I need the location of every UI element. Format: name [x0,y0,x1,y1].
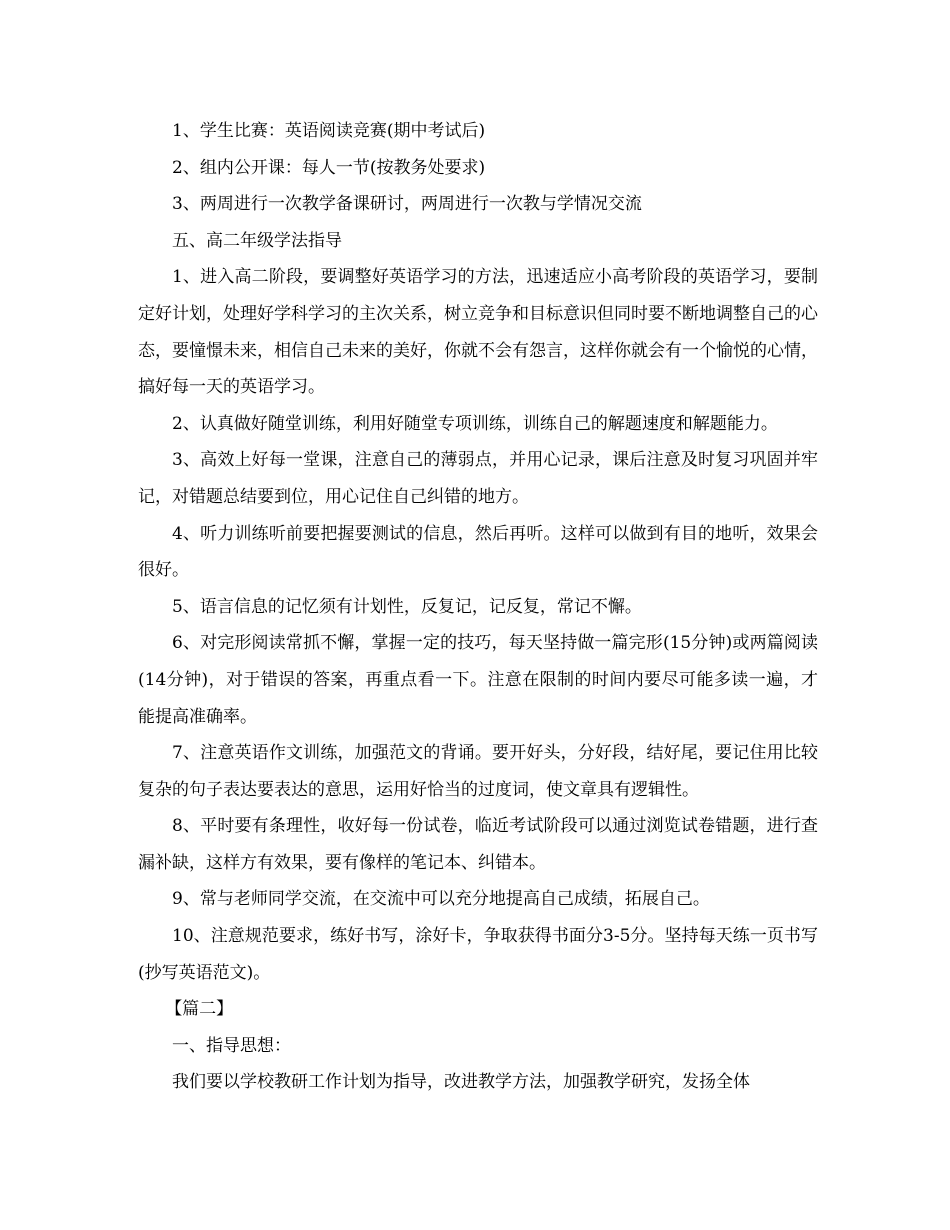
paragraph-method-5: 5、语言信息的记忆须有计划性，反复记，记反复，常记不懈。 [172,596,642,617]
paragraph-biweekly-research: 3、两周进行一次教学备课研讨，两周进行一次教与学情况交流 [172,194,642,215]
subheading-guiding-ideology: 一、指导思想： [172,1035,291,1056]
paragraph-method-6: 6、对完形阅读常抓不懈，掌握一定的技巧，每天坚持做一篇完形(15分钟)或两篇阅读(14分钟)，对于错误的答案，再重点看一下。注意在限制的时间内要尽可能多读一遍，才能提高准确率。 [138,633,818,727]
paragraph-guiding-ideology: 我们要以学校教研工作计划为指导，改进教学方法，加强教学研究，发扬全体 [172,1072,750,1093]
paragraph-method-7: 7、注意英语作文训练，加强范文的背诵。要开好头，分好段，结好尾，要记住用比较复杂的句子表达要表达的意思，运用好恰当的过度词，使文章具有逻辑性。 [138,743,818,800]
section-heading-study-methods: 五、高二年级学法指导 [172,230,342,251]
paragraph-open-class: 2、组内公开课：每人一节(按教务处要求) [172,157,486,178]
paragraph-contest: 1、学生比赛：英语阅读竞赛(期中考试后) [172,121,486,141]
paragraph-method-8: 8、平时要有条理性，收好每一份试卷，临近考试阶段可以通过浏览试卷错题，进行查漏补缺，这样方有效果，要有像样的笔记本、纠错本。 [138,816,818,873]
paragraph-method-10: 10、注意规范要求，练好书写，涂好卡，争取获得书面分3-5分。坚持每天练一页书写(抄写英语范文)。 [138,926,818,983]
section-heading-part-two: 【篇二】 [165,999,234,1020]
paragraph-method-1: 1、进入高二阶段，要调整好英语学习的方法，迅速适应小高考阶段的英语学习，要制定好计划，处理好学科学习的主次关系，树立竞争和目标意识但同时要不断地调整自己的心态，要憧憬未来，相信自己未来的美好，你就不会有怨言，这样你就会有一个愉悦的心情，搞好每一天的英语学习。 [138,267,818,398]
paragraph-method-2: 2、认真做好随堂训练，利用好随堂专项训练，训练自己的解题速度和解题能力。 [172,413,778,434]
paragraph-method-9: 9、常与老师同学交流，在交流中可以充分地提高自己成绩，拓展自己。 [172,889,710,910]
document-body [138,113,818,1101]
paragraph-method-4: 4、听力训练听前要把握要测试的信息，然后再听。这样可以做到有目的地听，效果会很好。 [138,523,818,581]
paragraph-method-3: 3、高效上好每一堂课，注意自己的薄弱点，并用心记录，课后注意及时复习巩固并牢记，对错题总结要到位，用心记住自己纠错的地方。 [138,450,818,507]
